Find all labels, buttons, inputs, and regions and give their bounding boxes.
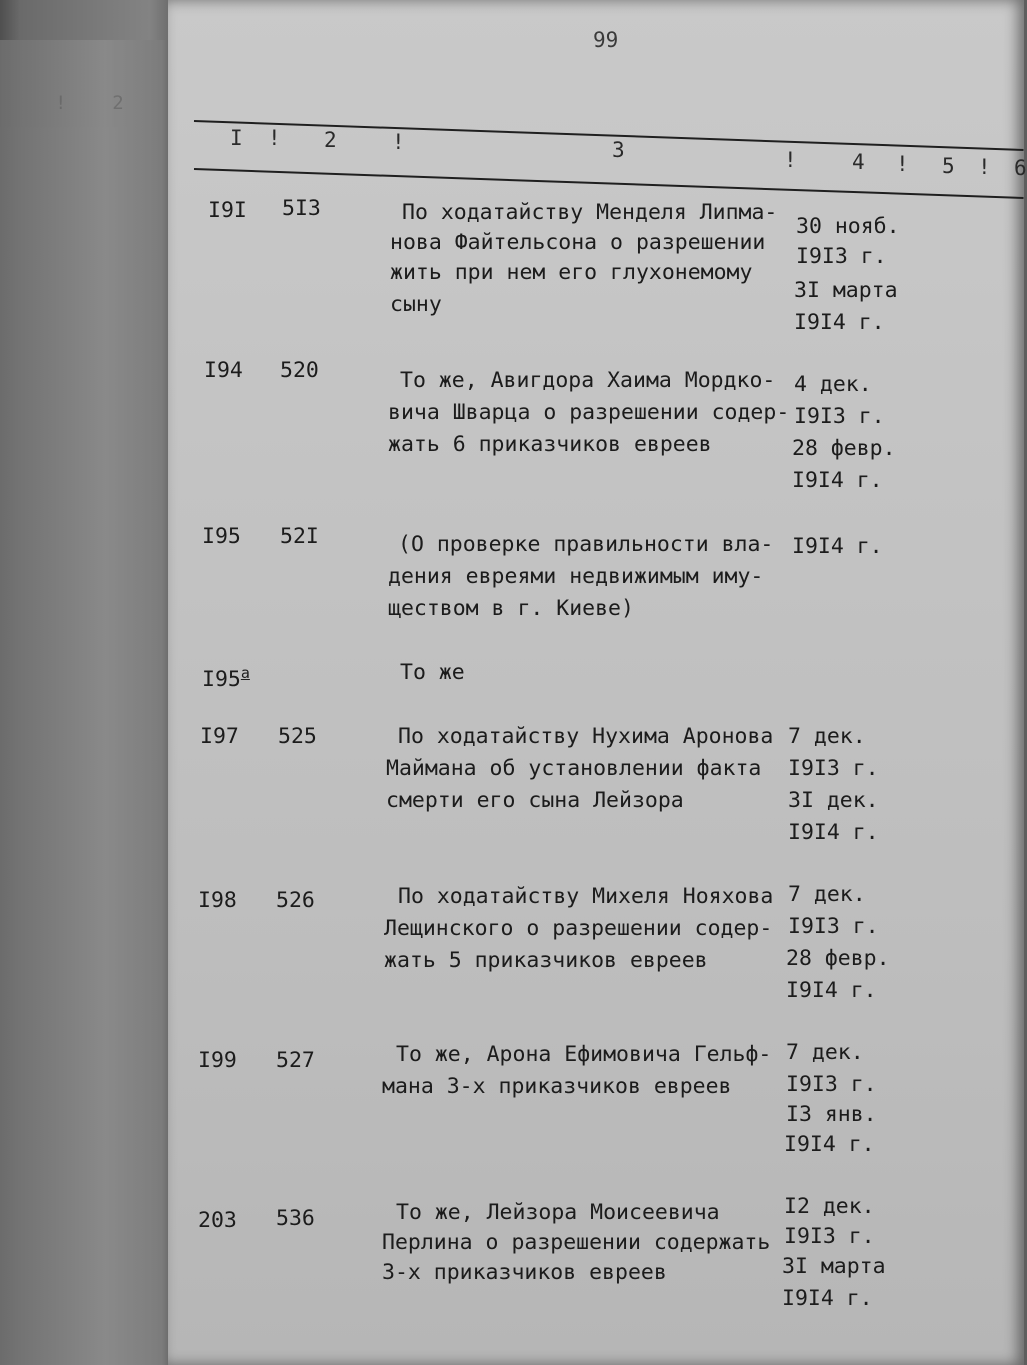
- date-line: I9I4 г.: [784, 1132, 875, 1157]
- document-page: [168, 0, 1027, 1365]
- header-col6: 6: [1014, 156, 1027, 180]
- description-line: смерти его сына Лейзора: [386, 788, 684, 813]
- description-line: ществом в г. Киеве): [388, 596, 634, 621]
- row-number: [202, 658, 250, 695]
- date-line: I9I3 г.: [784, 1224, 875, 1249]
- description-line: То же, Авигдора Хаима Мордко-: [400, 368, 776, 393]
- date-line: I9I4 г.: [792, 468, 883, 493]
- date-line: 30 нояб.: [796, 214, 900, 239]
- date-line: I9I4 г.: [782, 1286, 873, 1311]
- row-number: I99: [198, 1048, 237, 1073]
- row-number: I98: [198, 888, 237, 913]
- description-line: (О проверке правильности вла-: [398, 532, 774, 557]
- row-number: I97: [200, 724, 239, 749]
- file-number: 525: [278, 724, 317, 749]
- description-line: жать 5 приказчиков евреев: [384, 948, 708, 973]
- date-line: I9I3 г.: [794, 404, 885, 429]
- header-col1: I: [230, 126, 243, 150]
- facing-page-bleed: ! 2: [55, 92, 124, 114]
- file-number: 520: [280, 358, 319, 383]
- description-line: Лещинского о разрешении содер-: [384, 916, 773, 941]
- page-number: 99: [593, 28, 619, 52]
- description-line: 3-х приказчиков евреев: [382, 1260, 667, 1285]
- description-line: По ходатайству Менделя Липма-: [402, 200, 778, 225]
- date-line: I2 дек.: [784, 1194, 875, 1219]
- date-line: I9I3 г.: [796, 244, 887, 269]
- description-line: То же, Арона Ефимовича Гельф-: [396, 1042, 772, 1067]
- file-number: 536: [276, 1206, 315, 1231]
- date-line: 4 дек.: [794, 372, 872, 397]
- date-line: 7 дек.: [788, 724, 866, 749]
- header-sep: !: [784, 148, 797, 172]
- description-line: нова Файтельсона о разрешении: [390, 230, 766, 255]
- date-line: I9I3 г.: [786, 1072, 877, 1097]
- header-sep: !: [392, 130, 405, 154]
- description-line: мана 3-х приказчиков евреев: [382, 1074, 732, 1099]
- description-line: вича Шварца о разрешении содер-: [388, 400, 790, 425]
- description-line: жить при нем его глухонемому: [390, 260, 753, 285]
- row-number: I94: [204, 358, 243, 383]
- row-number-main: I95: [202, 667, 241, 693]
- header-col5: 5: [942, 154, 955, 178]
- file-number: 526: [276, 888, 315, 913]
- date-line: 28 февр.: [792, 436, 896, 461]
- description-line: Перлина о разрешении содержать: [382, 1230, 771, 1255]
- date-line: I9I4 г.: [788, 820, 879, 845]
- header-col4: 4: [852, 150, 865, 174]
- date-line: 3I дек.: [788, 788, 879, 813]
- row-number: 203: [198, 1208, 237, 1233]
- facing-page: [0, 40, 176, 1365]
- date-line: 28 февр.: [786, 946, 890, 971]
- row-number-suffix: a: [240, 664, 250, 682]
- header-col2: 2: [324, 128, 337, 152]
- description-line: То же: [400, 660, 465, 685]
- header-sep: !: [896, 152, 909, 176]
- row-number: I95: [202, 524, 241, 549]
- header-col3: 3: [612, 138, 625, 162]
- date-line: 7 дек.: [786, 1040, 864, 1065]
- date-line: I9I4 г.: [792, 534, 883, 559]
- row-number: I9I: [208, 198, 247, 223]
- header-sep: !: [268, 126, 281, 150]
- description-line: дения евреями недвижимым иму-: [388, 564, 764, 589]
- date-line: I9I4 г.: [786, 978, 877, 1003]
- file-number: 527: [276, 1048, 315, 1073]
- description-line: По ходатайству Михеля Нояхова: [398, 884, 774, 909]
- date-line: I9I3 г.: [788, 914, 879, 939]
- date-line: 3I марта: [794, 278, 898, 303]
- description-line: Маймана об установлении факта: [386, 756, 762, 781]
- header-sep: !: [978, 155, 991, 179]
- date-line: I9I3 г.: [788, 756, 879, 781]
- date-line: I9I4 г.: [794, 310, 885, 335]
- date-line: 7 дек.: [788, 882, 866, 907]
- description-line: По ходатайству Нухима Аронова: [398, 724, 774, 749]
- description-line: сыну: [390, 292, 442, 317]
- header-top-rule: [194, 120, 1024, 151]
- description-line: То же, Лейзора Моисеевича: [396, 1200, 720, 1225]
- date-line: 3I марта: [782, 1254, 886, 1279]
- description-line: жать 6 приказчиков евреев: [388, 432, 712, 457]
- file-number: 52I: [280, 524, 319, 549]
- date-line: I3 янв.: [786, 1102, 877, 1127]
- file-number: 5I3: [282, 196, 321, 221]
